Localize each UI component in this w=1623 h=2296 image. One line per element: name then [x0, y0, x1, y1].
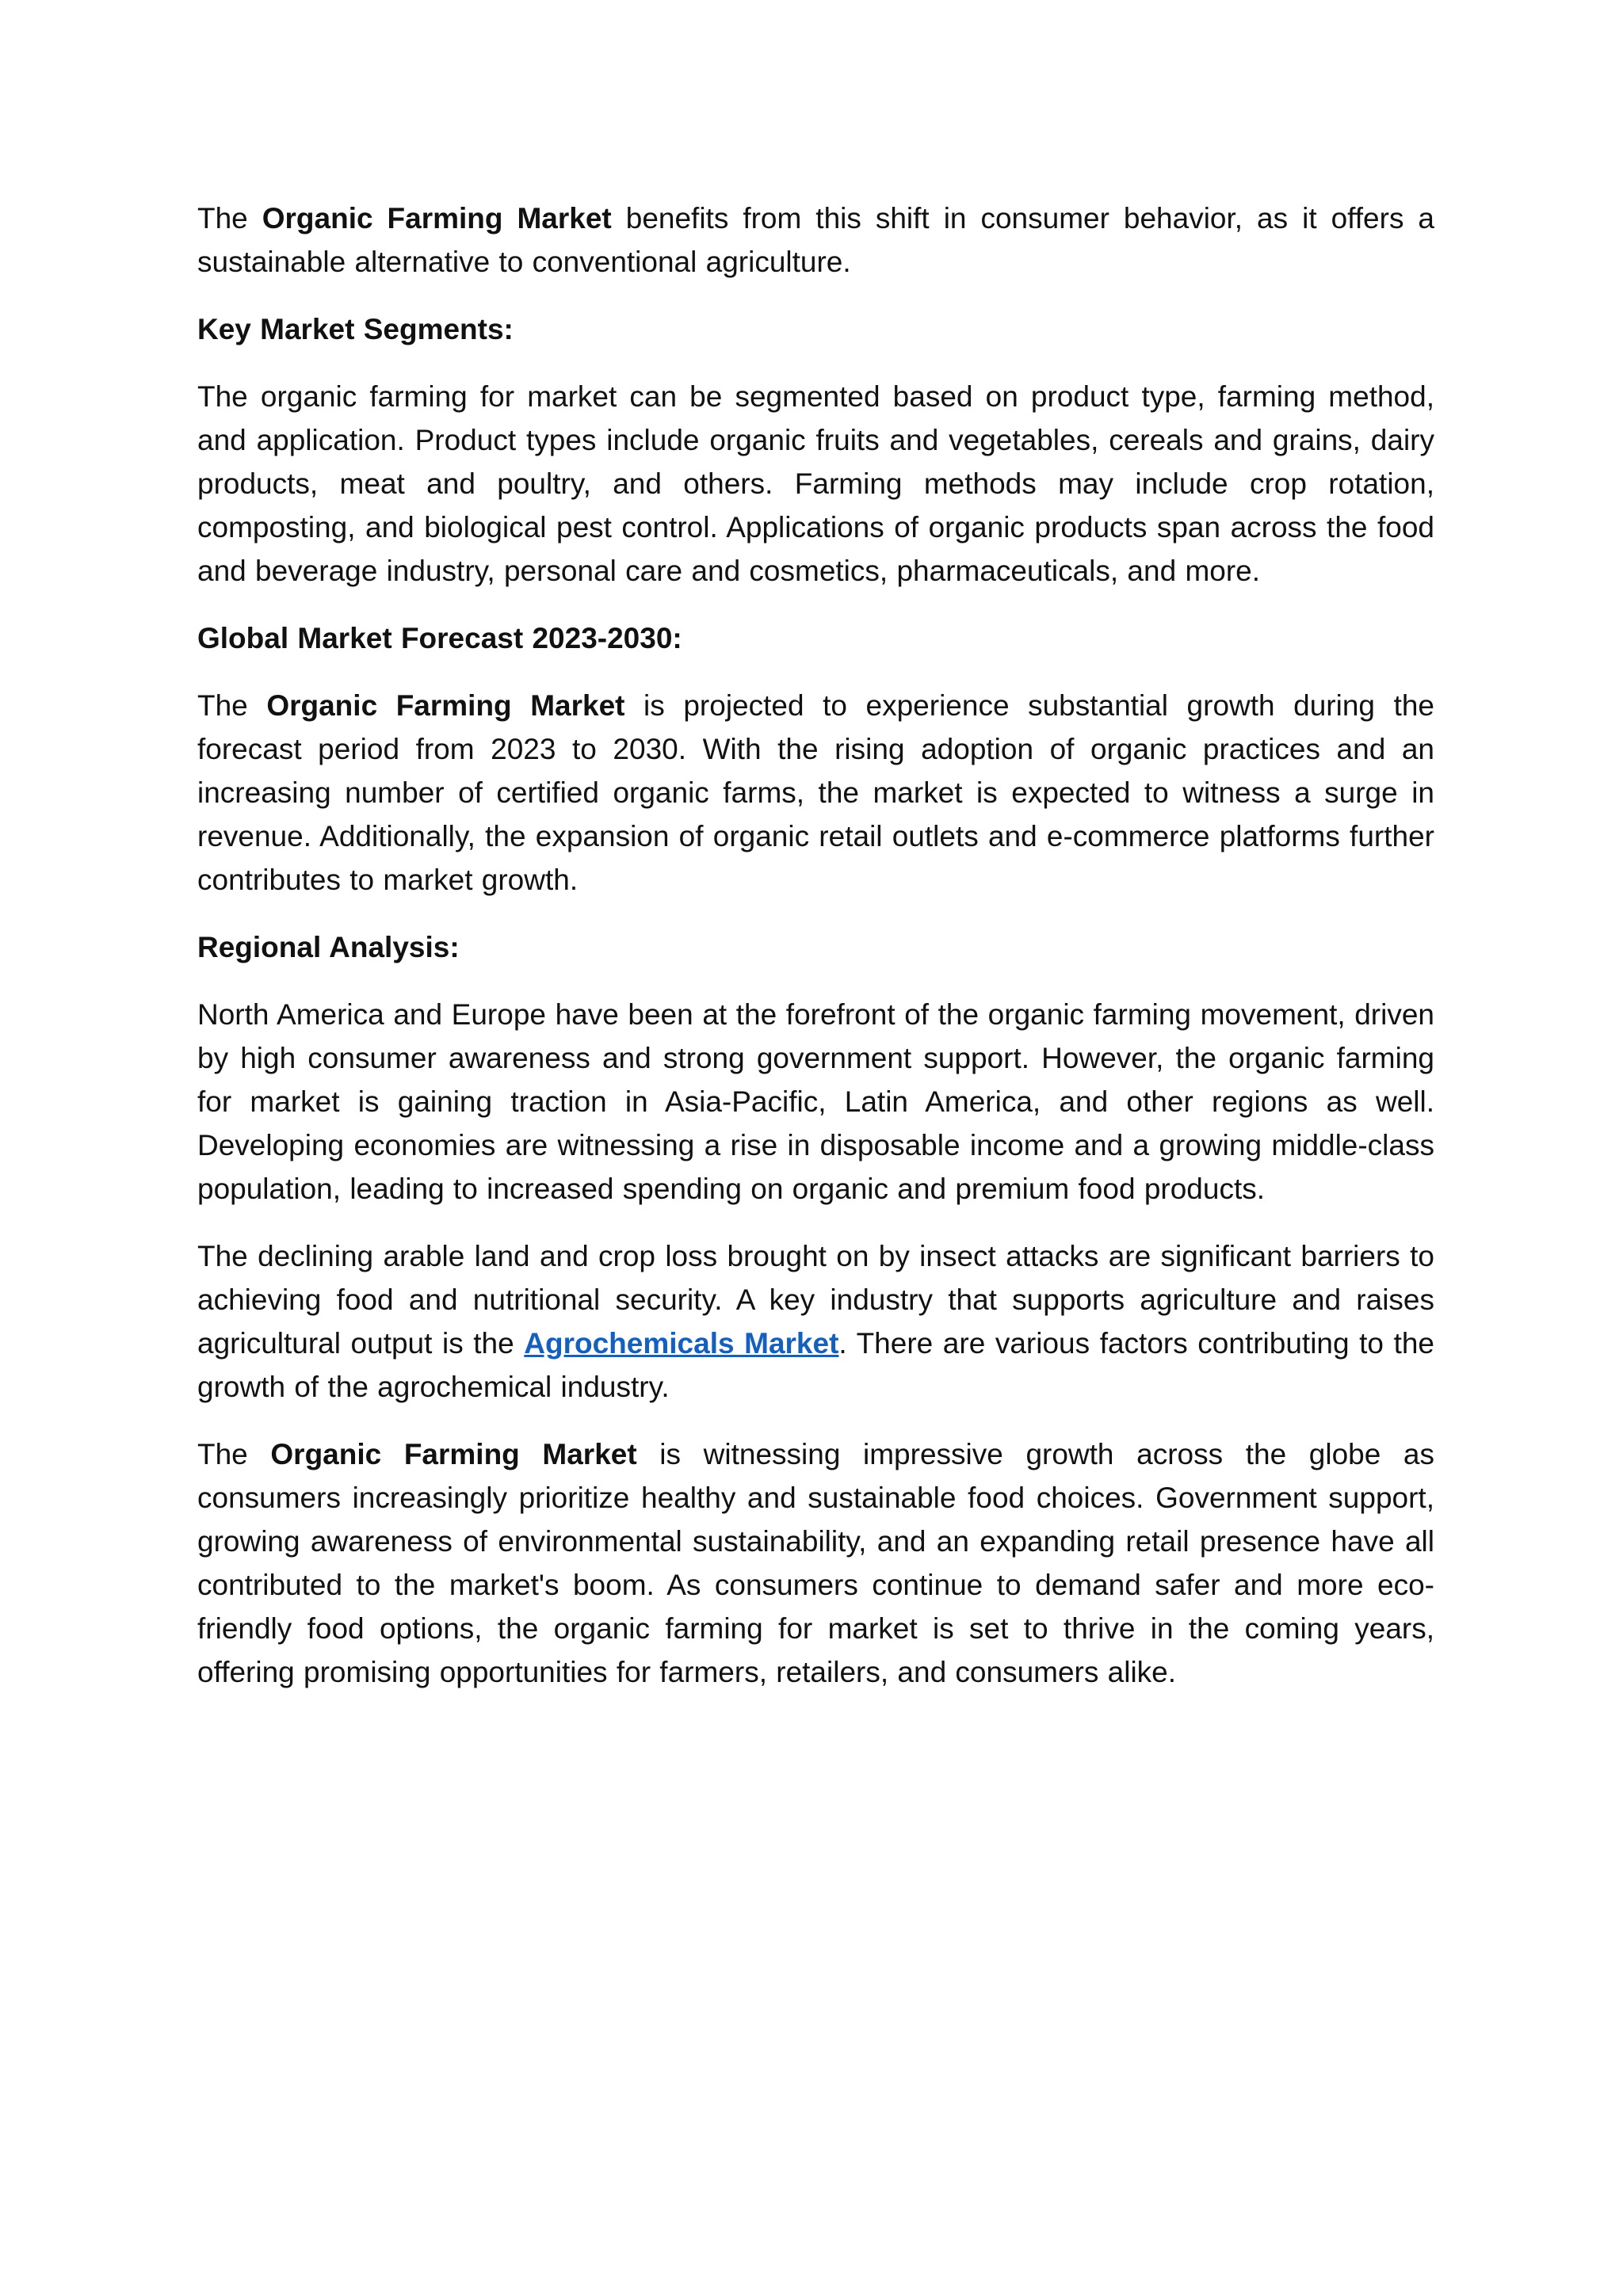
forecast-paragraph-bold: Organic Farming Market [266, 689, 625, 722]
segments-heading: Key Market Segments: [197, 313, 514, 345]
conclusion-paragraph-pre: The [197, 1438, 271, 1470]
segments-paragraph: The organic farming for market can be segmented based on product type, farming method, and application. Product types include organic fruits and vegetables, cereals and grains, dairy products, meat and poultry, and others. Farming methods may include crop rotation, composting, and biological pest control. Applications of organic products span across the food and beverage industry, personal care and cosmetics, pharmaceuticals, and more. [197, 380, 1434, 587]
document-page [197, 196, 1434, 1718]
forecast-heading: Global Market Forecast 2023-2030: [197, 622, 682, 654]
forecast-paragraph [197, 684, 1434, 902]
agrochemicals-paragraph-pre: The declining arable land and crop loss brought on by insect attacks are significant barriers to achieving food and nutritional security. A key industry that supports agriculture and raises agricultural output is the [197, 1240, 1434, 1360]
intro-paragraph-post: benefits from this shift in consumer behavior, as it offers a sustainable alternative to conventional agriculture. [197, 202, 1435, 278]
conclusion-paragraph [197, 1432, 1434, 1694]
intro-paragraph-pre: The [197, 202, 262, 235]
agrochemicals-paragraph [197, 1234, 1434, 1409]
forecast-paragraph-pre: The [197, 689, 267, 722]
intro-paragraph-bold: Organic Farming Market [262, 202, 612, 235]
intro-paragraph [197, 196, 1434, 284]
regional-heading: Regional Analysis: [197, 931, 460, 963]
regional-paragraph: North America and Europe have been at the forefront of the organic farming movement, driven by high consumer awareness and strong government support. However, the organic farming for market is gaining traction in Asia-Pacific, Latin America, and other regions as well. Developing economies are witnessing a rise in disposable income and a growing middle-class population, leading to increased spending on organic and premium food products. [197, 998, 1434, 1205]
agrochemicals-market-link[interactable]: Agrochemicals Market [524, 1327, 839, 1360]
conclusion-paragraph-bold: Organic Farming Market [270, 1438, 637, 1470]
conclusion-paragraph-post: is witnessing impressive growth across the globe as consumers increasingly prioritize healthy and sustainable food choices. Government support, growing awareness of environmental sustainability, and an expanding retail presence have all contributed to the market's boom. As consumers continue to demand safer and more eco-friendly food options, the organic farming for market is set to thrive in the coming years, offering promising opportunities for farmers, retailers, and consumers alike. [197, 1438, 1435, 1688]
forecast-paragraph-post: is projected to experience substantial growth during the forecast period from 2023 to 2030. With the rising adoption of organic practices and an increasing number of certified organic farms, the market is expected to witness a surge in revenue. Additionally, the expansion of organic retail outlets and e-commerce platforms further contributes to market growth. [197, 689, 1435, 896]
agrochemicals-paragraph-post: . There are various factors contributing to the growth of the agrochemical industry. [197, 1327, 1435, 1403]
